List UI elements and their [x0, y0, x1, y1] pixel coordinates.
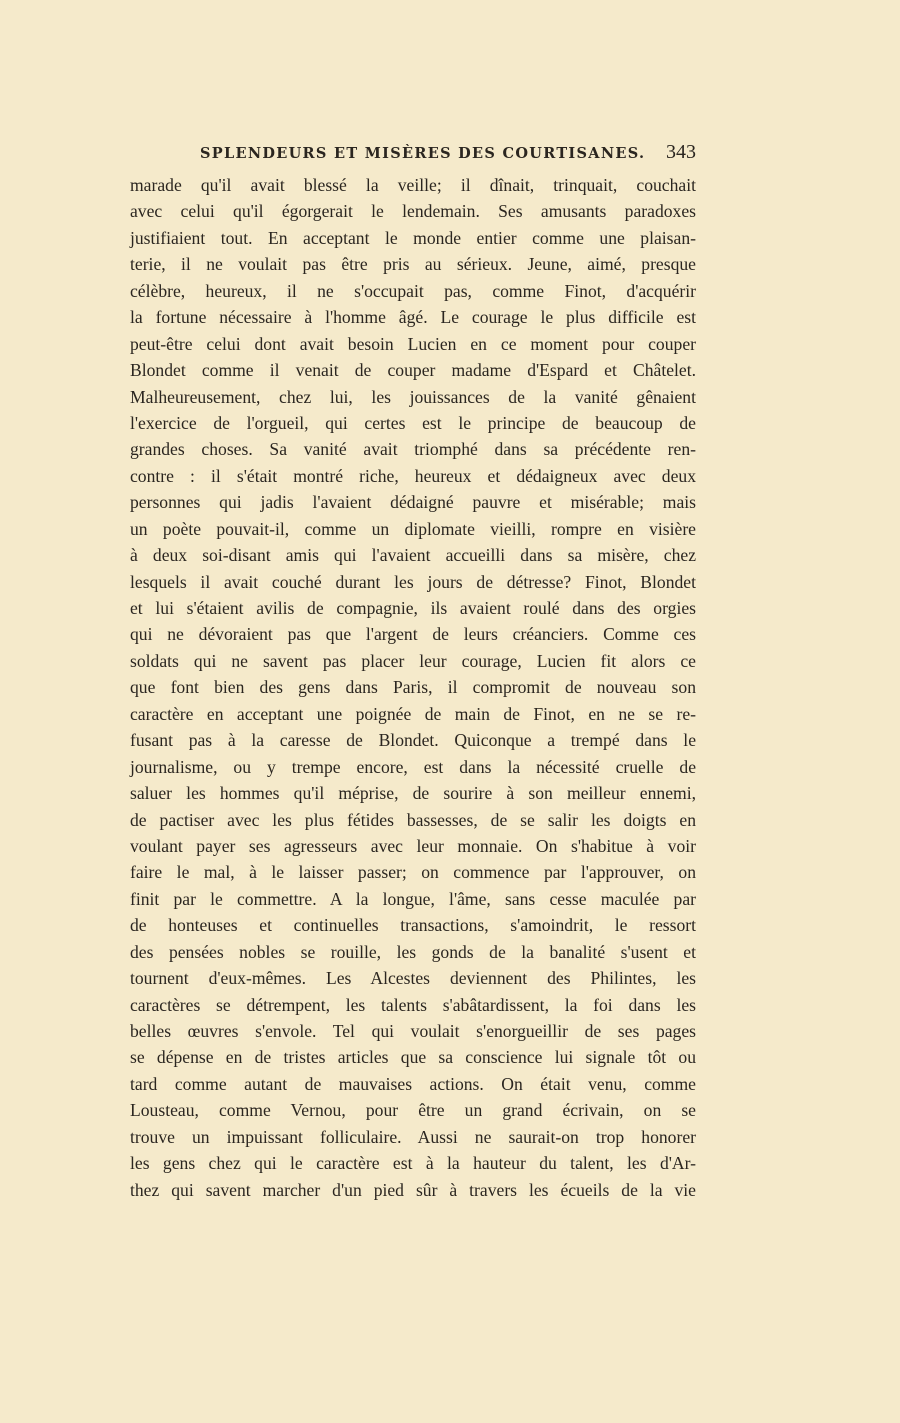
text-line — [130, 965, 696, 991]
text-line — [130, 648, 696, 674]
text-line — [130, 278, 696, 304]
text-line-content: trouve un impuissant folliculaire. Aussi ne saurait-on trop honorer — [130, 1126, 696, 1147]
text-line-content: voulant payer ses agresseurs avec leur monnaie. On s'habitue à voir — [130, 835, 696, 856]
text-line-content: les gens chez qui le caractère est à la hauteur du talent, les d'Ar- — [130, 1153, 696, 1174]
text-line-content: célèbre, heureux, il ne s'occupait pas, comme Finot, d'acquérir — [130, 280, 696, 301]
text-line-content: Malheureusement, chez lui, les jouissances de la vanité gênaient — [130, 386, 696, 407]
text-line-content: journalisme, ou y trempe encore, est dans la nécessité cruelle de — [130, 756, 696, 777]
text-line — [130, 992, 696, 1018]
text-line-content: des pensées nobles se rouille, les gonds de la banalité s'usent et — [130, 941, 696, 962]
text-line-content: que font bien des gens dans Paris, il compromit de nouveau son — [130, 677, 696, 698]
text-line — [130, 1177, 696, 1203]
text-line — [130, 410, 696, 436]
text-line-content: la fortune nécessaire à l'homme âgé. Le courage le plus difficile est — [130, 307, 696, 328]
text-line — [130, 198, 696, 224]
text-line-content: belles œuvres s'envole. Tel qui voulait s'enorgueillir de ses pages — [130, 1021, 696, 1041]
text-line — [130, 542, 696, 568]
text-line — [130, 172, 696, 198]
text-line — [130, 569, 696, 595]
text-line-content: thez qui savent marcher d'un pied sûr à travers les écueils de la vie — [130, 1179, 696, 1200]
text-line-content: soldats qui ne savent pas placer leur courage, Lucien fit alors ce — [130, 650, 696, 671]
text-line-content: peut-être celui dont avait besoin Lucien en ce moment pour couper — [130, 333, 696, 354]
text-line-content: fusant pas à la caresse de Blondet. Quiconque a trempé dans le — [130, 730, 696, 751]
text-line-content: finit par le commettre. A la longue, l'âme, sans cesse maculée par — [130, 888, 696, 909]
text-line-content: tard comme autant de mauvaises actions. On était venu, comme — [130, 1073, 696, 1094]
text-line-content: personnes qui jadis l'avaient dédaigné pauvre et misérable; mais — [130, 492, 696, 513]
text-line-content: lesquels il avait couché durant les jours de détresse? Finot, Blondet — [130, 571, 696, 592]
text-line — [130, 489, 696, 515]
text-line-content: à deux soi-disant amis qui l'avaient accueilli dans sa misère, chez — [130, 545, 696, 566]
text-line-content: justifiaient tout. En acceptant le monde entier comme une plaisan- — [130, 227, 696, 248]
text-line — [130, 357, 696, 383]
text-line-content: grandes choses. Sa vanité avait triomphé dans sa précédente ren- — [130, 439, 696, 460]
text-line-content: contre : il s'était montré riche, heureux et dédaigneux avec deux — [130, 465, 696, 486]
text-line — [130, 384, 696, 410]
text-line — [130, 1124, 696, 1150]
running-title: SPLENDEURS ET MISÈRES DES COURTISANES. — [200, 145, 646, 162]
text-line — [130, 595, 696, 621]
text-line-content: avec celui qu'il égorgerait le lendemain. Ses amusants paradoxes — [130, 201, 696, 222]
text-line — [130, 886, 696, 912]
text-line-content: faire le mal, à le laisser passer; on commence par l'approuver, on — [130, 862, 696, 883]
text-line — [130, 251, 696, 277]
page-number: 343 — [666, 141, 696, 163]
text-line — [130, 331, 696, 357]
text-line — [130, 1044, 696, 1070]
text-line — [130, 939, 696, 965]
text-line-content: et lui s'étaient avilis de compagnie, ils avaient roulé dans des orgies — [130, 598, 696, 618]
text-line — [130, 674, 696, 700]
body-text — [130, 172, 696, 1203]
text-line — [130, 701, 696, 727]
text-line — [130, 1150, 696, 1176]
text-line — [130, 436, 696, 462]
text-line — [130, 780, 696, 806]
text-line — [130, 807, 696, 833]
text-line — [130, 833, 696, 859]
page-header — [200, 141, 696, 167]
text-line-content: saluer les hommes qu'il méprise, de sourire à son meilleur ennemi, — [130, 783, 696, 804]
text-line — [130, 912, 696, 938]
text-line-content: qui ne dévoraient pas que l'argent de leurs créanciers. Comme ces — [130, 624, 696, 645]
text-line — [130, 754, 696, 780]
text-line-content: tournent d'eux-mêmes. Les Alcestes deviennent des Philintes, les — [130, 968, 696, 989]
text-line — [130, 225, 696, 251]
text-line-content: un poète pouvait-il, comme un diplomate vieilli, rompre en visière — [130, 518, 696, 539]
text-line — [130, 463, 696, 489]
text-line-content: l'exercice de l'orgueil, qui certes est le principe de beaucoup de — [130, 412, 696, 433]
text-line-content: marade qu'il avait blessé la veille; il dînait, trinquait, couchait — [130, 175, 696, 195]
text-line — [130, 1071, 696, 1097]
text-line — [130, 1097, 696, 1123]
text-line-content: Lousteau, comme Vernou, pour être un grand écrivain, on se — [130, 1100, 696, 1121]
text-line-content: de honteuses et continuelles transactions, s'amoindrit, le ressort — [130, 915, 696, 936]
text-line-content: caractères se détrempent, les talents s'abâtardissent, la foi dans les — [130, 994, 696, 1015]
text-line — [130, 727, 696, 753]
text-line — [130, 621, 696, 647]
text-line — [130, 1018, 696, 1044]
text-line-content: caractère en acceptant une poignée de main de Finot, en ne se re- — [130, 703, 696, 724]
text-line-content: se dépense en de tristes articles que sa conscience lui signale tôt ou — [130, 1047, 696, 1068]
text-line-content: Blondet comme il venait de couper madame d'Espard et Châtelet. — [130, 360, 696, 381]
text-line-content: terie, il ne voulait pas être pris au sérieux. Jeune, aimé, presque — [130, 254, 696, 275]
text-line — [130, 859, 696, 885]
text-line — [130, 304, 696, 330]
text-line-content: de pactiser avec les plus fétides bassesses, de se salir les doigts en — [130, 809, 696, 830]
text-line — [130, 516, 696, 542]
